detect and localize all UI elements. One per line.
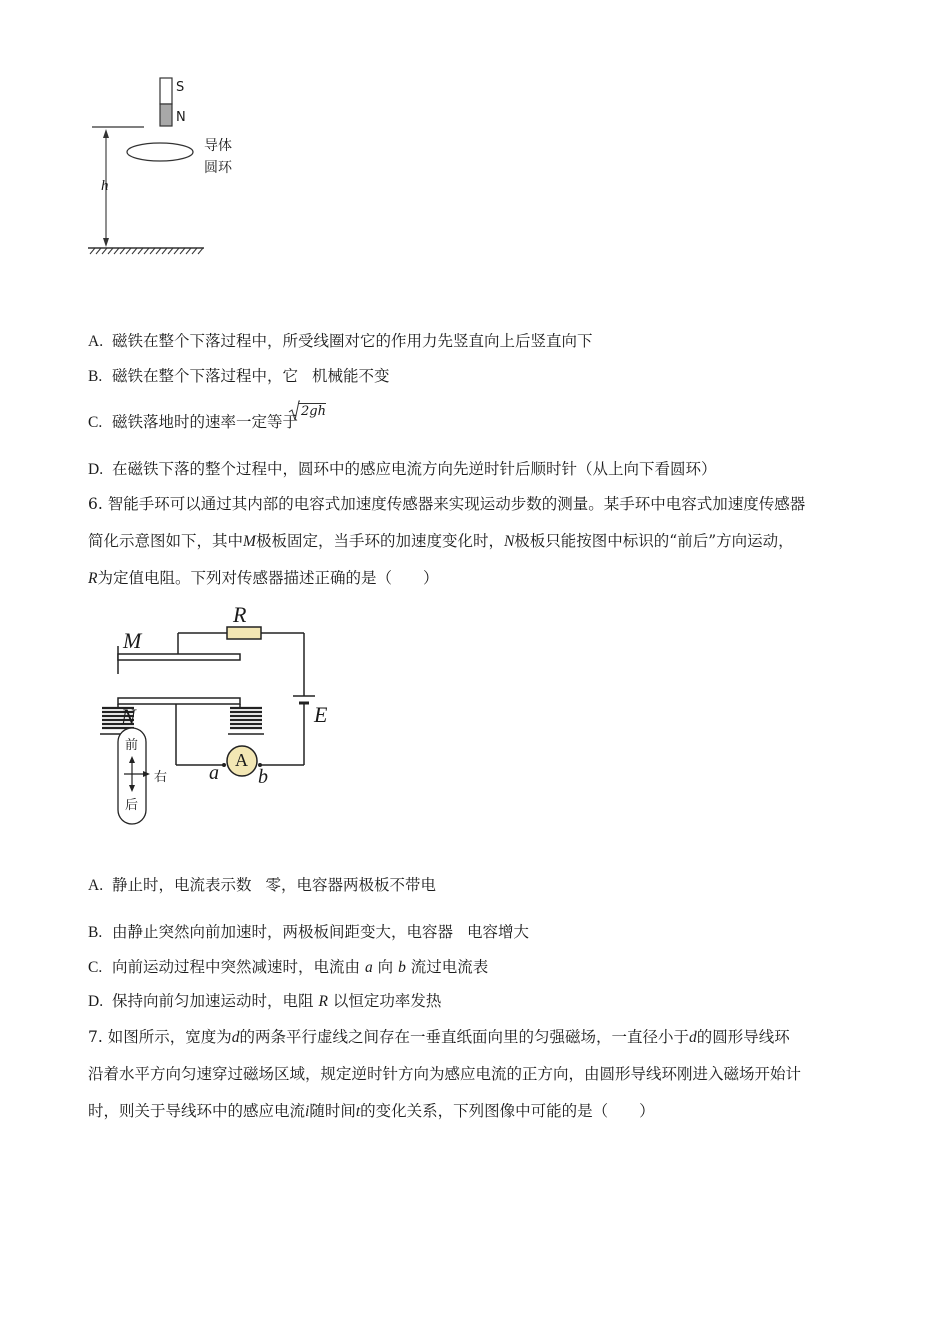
option-letter: A. (88, 877, 104, 894)
q7-text: 沿着水平方向匀速穿过磁场区域，规定逆时针方向为感应电流的正方向，由圆形导线环刚进入磁场开始计 (88, 1065, 802, 1083)
var-b: b (398, 959, 406, 976)
option-text-part-c: 流过电流表 (410, 958, 489, 976)
q7-text: 的两条平行虚线之间存在一垂直纸面向里的匀强磁场，一直径小于 (239, 1028, 689, 1046)
q7-text: 的变化关系，下列图像中可能的是（ ） (360, 1102, 655, 1120)
q6-text: 极板固定，当手环的加速度变化时， (255, 532, 504, 550)
sqrt-expression (298, 402, 326, 422)
option-letter: D. (88, 461, 104, 478)
magnet-n-label: N (176, 110, 186, 125)
q7-var-i: i (305, 1103, 310, 1120)
magnet-s-label: S (176, 80, 185, 95)
ring-label-2: 圆环 (204, 160, 232, 176)
q6-text: 6. 智能手环可以通过其内部的电容式加速度传感器来实现运动步数的测量。某手环中电容式加速度传感器 (88, 495, 806, 513)
figure-magnet-ring (80, 72, 280, 262)
direction-back-label: 后 (125, 798, 139, 813)
option-letter: B. (88, 924, 103, 941)
q6-var-r: R (88, 570, 98, 587)
option-letter: D. (88, 993, 104, 1010)
q5-option-c[interactable] (88, 404, 326, 434)
option-text-part-a: 向前运动过程中突然减速时，电流由 (112, 958, 361, 976)
q6-var-n: N (503, 533, 515, 550)
figure-capacitor-sensor (90, 600, 350, 830)
option-text: 在磁铁下落的整个过程中，圆环中的感应电流方向先逆时针后顺时针（从上向下看圆环） (112, 460, 717, 478)
plate-n-label: N (121, 704, 136, 729)
q7-text: 时，则关于导线环中的感应电流 (88, 1102, 306, 1120)
q7-stem-line-2 (88, 1064, 801, 1084)
q7-var-t: t (355, 1103, 361, 1120)
var-a: a (364, 959, 373, 976)
plate-m-label: M (123, 628, 142, 653)
q5-option-d[interactable] (88, 459, 717, 480)
ring-label-1: 导体 (204, 138, 232, 154)
height-label: h (101, 178, 109, 194)
option-text-part-b: 机械能不变 (312, 367, 390, 385)
terminal-a-label: a (209, 762, 219, 784)
option-letter: C. (88, 959, 103, 976)
var-r: R (318, 993, 328, 1010)
q6-option-d[interactable] (88, 991, 441, 1012)
option-letter: A. (88, 333, 104, 350)
q6-stem-line-2 (88, 531, 794, 552)
q6-stem-line-3 (88, 568, 438, 589)
option-text-part-a: 由静止突然向前加速时，两极板间距变大，电容器 (112, 923, 454, 941)
option-text-part-b: 电容增大 (467, 923, 530, 941)
option-text-part-a: 静止时，电流表示数 (112, 876, 252, 894)
q7-var-d: d (688, 1029, 697, 1046)
q7-text: 7. 如图所示，宽度为 (88, 1028, 232, 1046)
battery-label: E (314, 702, 328, 727)
direction-front-label: 前 (125, 738, 139, 753)
option-text: 磁铁在整个下落过程中，所受线圈对它的作用力先竖直向上后竖直向下 (112, 332, 593, 350)
resistor-label: R (233, 602, 247, 627)
option-text: 磁铁落地时的速率一定等于 (112, 413, 299, 431)
q6-stem-line-1 (88, 494, 805, 514)
ammeter-label: A (235, 750, 248, 770)
q6-text: 简化示意图如下，其中 (88, 532, 244, 550)
option-letter: C. (88, 414, 103, 431)
q7-stem-line-1 (88, 1027, 790, 1048)
option-text-part-a: 磁铁在整个下落过程中，它 (112, 367, 299, 385)
option-text-part-b: 向 (377, 958, 394, 976)
terminal-b-label: b (258, 766, 268, 788)
option-letter: B. (88, 368, 103, 385)
q6-option-a[interactable] (88, 875, 436, 896)
q6-option-c[interactable] (88, 957, 488, 978)
q5-option-a[interactable] (88, 331, 593, 352)
option-text-part-b: 以恒定功率发热 (332, 992, 442, 1010)
q7-stem-line-3 (88, 1101, 655, 1122)
q7-text: 随时间 (309, 1102, 356, 1120)
q6-text: 极板只能按图中标识的“前后”方向运动， (514, 532, 794, 550)
q6-option-b[interactable] (88, 922, 529, 943)
q6-var-m: M (243, 533, 256, 550)
direction-right-label: 右 (154, 770, 168, 785)
q7-var-d: d (231, 1029, 240, 1046)
sqrt-radicand: 2gh (298, 403, 326, 419)
magnet-ring-diagram (80, 72, 280, 262)
sqrt-sign-icon (288, 400, 300, 422)
option-text-part-b: 零，电容器两极板不带电 (265, 876, 437, 894)
option-text-part-a: 保持向前匀加速运动时，电阻 (112, 992, 314, 1010)
q7-text: 的圆形导线环 (696, 1028, 790, 1046)
q5-option-b[interactable] (88, 366, 390, 387)
q6-text: 为定值电阻。下列对传感器描述正确的是（ ） (97, 569, 439, 587)
